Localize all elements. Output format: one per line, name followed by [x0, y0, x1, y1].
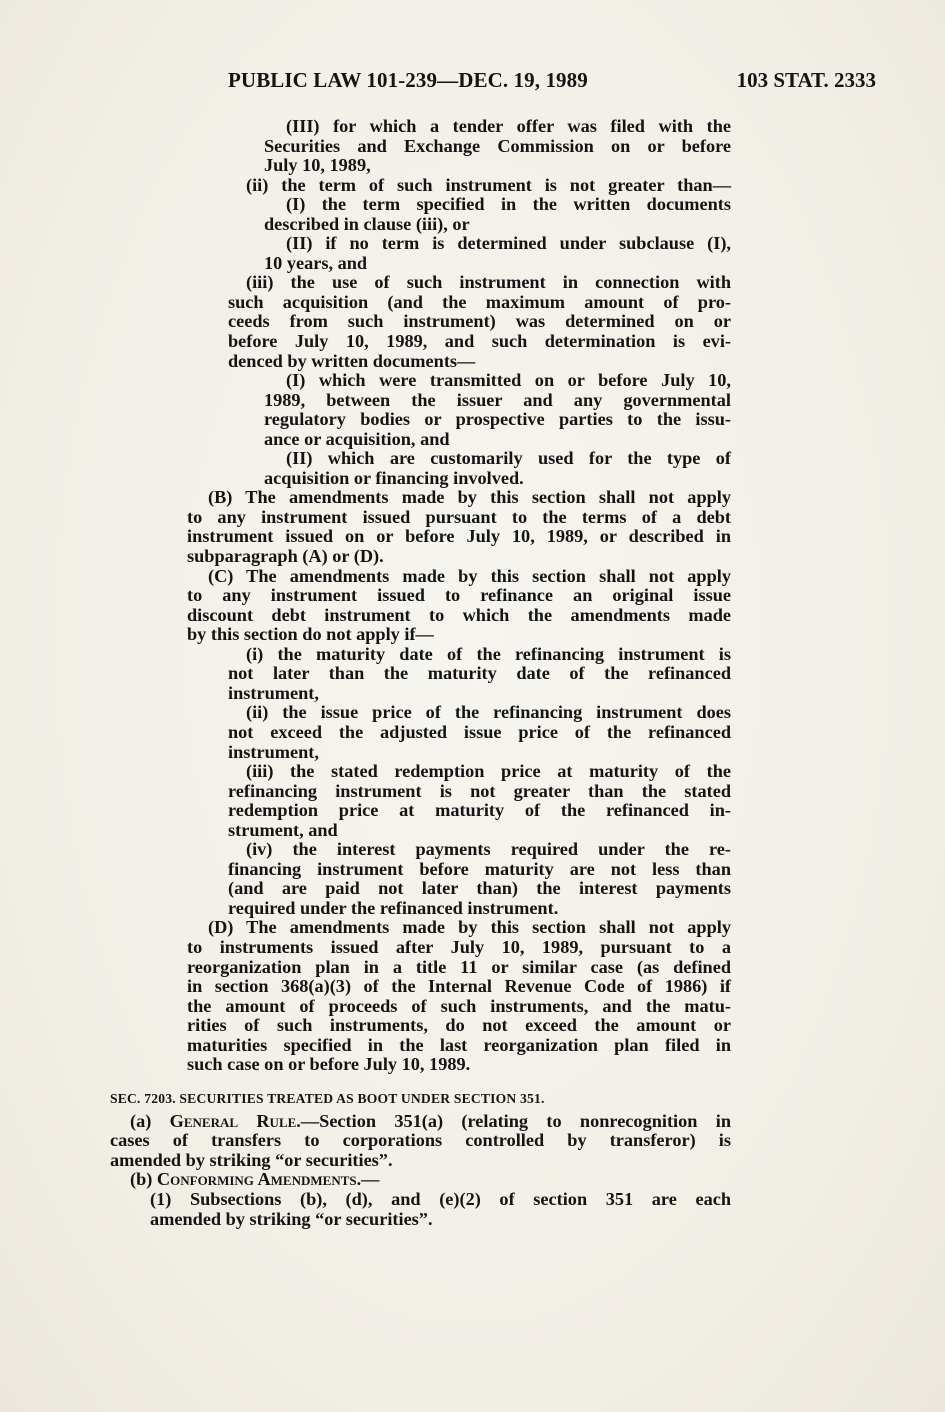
text-line: (I) which were transmitted on or before July 10, — [286, 370, 731, 391]
text-line: rities of such instruments, do not exceed the amount or — [187, 1015, 731, 1036]
text-line: (ii) the term of such instrument is not greater than— — [246, 174, 731, 195]
text-line: the amount of proceeds of such instruments, and the matu- — [187, 995, 731, 1016]
text-line: (iv) the interest payments required under the re- — [246, 839, 731, 860]
subparagraph-D-block — [0, 918, 945, 1074]
text-line: instrument, — [228, 682, 319, 703]
text-line: (iii) the use of such instrument in connection with — [246, 272, 731, 293]
text-line: (B) The amendments made by this section shall not apply — [208, 487, 731, 508]
clause-iii-block — [0, 273, 945, 488]
section-heading: SEC. 7203. SECURITIES TREATED AS BOOT UNDER SECTION 351. — [110, 1090, 545, 1106]
text-line: required under the refinanced instrument. — [228, 897, 559, 918]
subparagraph-C-block — [0, 567, 945, 919]
statute-text — [0, 117, 945, 1229]
text-line: (C) The amendments made by this section shall not apply — [208, 565, 731, 586]
text-line: cases of transfers to corporations controlled by transferor) is — [110, 1130, 731, 1151]
text-line: refinancing instrument is not greater than the stated — [228, 780, 731, 801]
text-line: strument, and — [228, 819, 338, 840]
text-line: before July 10, 1989, and such determination is evi- — [228, 331, 731, 352]
text-line: to instruments issued after July 10, 1989, pursuant to a — [187, 936, 731, 957]
text-line: such acquisition (and the maximum amount of pro- — [228, 291, 731, 312]
text-line: (II) if no term is determined under subclause (I), — [286, 233, 731, 254]
text-line: instrument issued on or before July 10, 1989, or described in — [187, 526, 731, 547]
text-line — [130, 1112, 731, 1132]
text-line: not later than the maturity date of the refinanced — [228, 663, 731, 684]
text-line: (ii) the issue price of the refinancing instrument does — [246, 702, 731, 723]
text-line: 1989, between the issuer and any governmental — [264, 389, 731, 410]
text-line: regulatory bodies or prospective parties to the issu- — [264, 409, 731, 430]
text-line: described in clause (iii), or — [264, 213, 470, 234]
subsection-a-block — [0, 1112, 945, 1171]
text-line: by this section do not apply if— — [187, 624, 434, 645]
text-line: (1) Subsections (b), (d), and (e)(2) of section 351 are each — [150, 1188, 731, 1209]
clause-ii-block — [0, 176, 945, 274]
subsection-a-prefix: (a) — [130, 1110, 170, 1131]
text-line: discount debt instrument to which the amendments made — [187, 604, 731, 625]
text-line: amended by striking “or securities”. — [150, 1208, 433, 1229]
subparagraph-B-block — [0, 488, 945, 566]
text-line: (i) the maturity date of the refinancing instrument is — [246, 643, 731, 664]
text-line: (II) which are customarily used for the type of — [286, 448, 731, 469]
text-line: to any instrument issued to refinance an original issue — [187, 585, 731, 606]
text-line: Securities and Exchange Commission on or before — [264, 135, 731, 156]
text-line: (and are paid not later than) the interest payments — [228, 878, 731, 899]
running-head: PUBLIC LAW 101-239—DEC. 19, 1989 — [228, 68, 588, 92]
text-line: such case on or before July 10, 1989. — [187, 1054, 471, 1075]
text-line: denced by written documents— — [228, 350, 476, 371]
text-line: not exceed the adjusted issue price of the refinanced — [228, 721, 731, 742]
text-line — [130, 1170, 945, 1190]
text-line: in section 368(a)(3) of the Internal Revenue Code of 1986) if — [187, 976, 731, 997]
text-line: (I) the term specified in the written documents — [286, 194, 731, 215]
text-line: 10 years, and — [264, 252, 368, 273]
text-line: subparagraph (A) or (D). — [187, 546, 384, 567]
text-line: to any instrument issued pursuant to the terms of a debt — [187, 506, 731, 527]
text-line: reorganization plan in a title 11 or similar case (as defined — [187, 956, 731, 977]
text-line: amended by striking “or securities”. — [110, 1149, 393, 1170]
stat-page-reference: 103 STAT. 2333 — [736, 68, 876, 92]
subsection-b-caption: Conforming Amendments — [156, 1169, 357, 1190]
subsection-b-block — [0, 1170, 945, 1229]
text-line: (iii) the stated redemption price at maturity of the — [246, 761, 731, 782]
text-line: July 10, 1989, — [264, 155, 371, 176]
text-line: ance or acquisition, and — [264, 428, 450, 449]
subsection-a-caption: General Rule — [169, 1110, 297, 1131]
subsection-b-prefix: (b) — [130, 1169, 157, 1190]
subclause-III-block — [0, 117, 945, 176]
text-line: acquisition or financing involved. — [264, 467, 524, 488]
subsection-a-text: .—Section 351(a) (relating to nonrecognition in — [296, 1110, 731, 1131]
text-line: ceeds from such instrument) was determined on or — [228, 311, 731, 332]
text-line: (III) for which a tender offer was filed with the — [286, 116, 731, 136]
text-line: maturities specified in the last reorganization plan filed in — [187, 1034, 731, 1055]
text-line: financing instrument before maturity are not less than — [228, 858, 731, 879]
subsection-b-dash: .— — [356, 1169, 380, 1190]
text-line: (D) The amendments made by this section shall not apply — [208, 917, 731, 938]
text-line: instrument, — [228, 741, 319, 762]
text-line: redemption price at maturity of the refinanced in- — [228, 800, 731, 821]
